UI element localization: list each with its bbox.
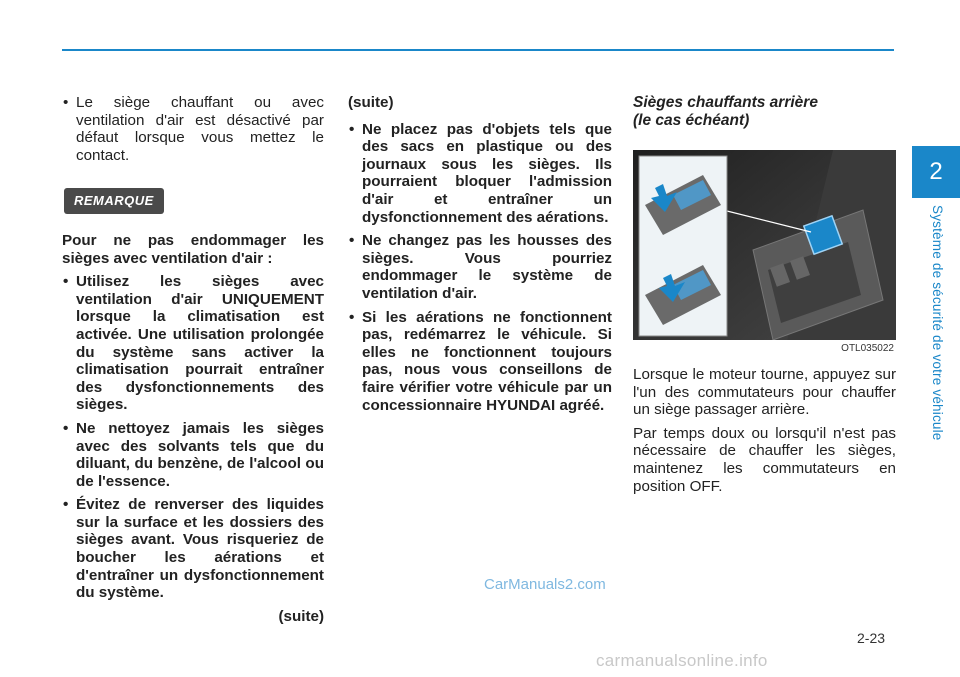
chapter-number: 2 <box>929 158 943 185</box>
remark-badge: REMARQUE <box>64 188 164 214</box>
remark-bullet: • Ne nettoyez jamais les sièges avec des solvants tels que du diluant, du benzène, de l'alcool ou de l'essence. <box>62 420 324 490</box>
chapter-title: Système de sécurité de votre véhicule <box>930 205 945 441</box>
remark-lead: Pour ne pas endommager les sièges avec ventilation d'air : <box>62 231 324 267</box>
heading-line-1: Sièges chauffants arrière <box>633 94 818 111</box>
footer-watermark: carmanualsonline.info <box>596 651 768 670</box>
chapter-number-tab <box>912 146 960 198</box>
column-3 <box>633 94 896 501</box>
heading-line-2: (le cas échéant) <box>633 112 750 129</box>
figure-code: OTL035022 <box>633 340 896 358</box>
intro-bullet: • Le siège chauffant ou avec ventilation d'air est désactivé par défaut lorsque vous mettez le contact. <box>62 94 324 164</box>
rear-seat-heater-figure <box>633 150 896 358</box>
column-1 <box>62 94 324 625</box>
column-2 <box>348 94 612 420</box>
door-panel-illustration <box>633 150 896 358</box>
remark-bullet: • Ne changez pas les housses des sièges. Vous pourriez endommager le système de ventilation d'air. <box>348 232 612 302</box>
continued-header: (suite) <box>348 94 394 111</box>
watermark-link[interactable]: CarManuals2.com <box>484 576 606 593</box>
page-number: 2-23 <box>857 630 886 646</box>
continued-label: (suite) <box>278 607 324 625</box>
instruction-paragraph: Lorsque le moteur tourne, appuyez sur l'un des commutateurs pour chauffer un siège passager arrière. <box>633 366 896 419</box>
instruction-paragraph: Par temps doux ou lorsqu'il n'est pas nécessaire de chauffer les sièges, maintenez les commutateurs en position OFF. <box>633 424 896 495</box>
remark-bullet: • Ne placez pas d'objets tels que des sacs en plastique ou des journaux sous les sièges. Ils pourraient bloquer l'admission d'air et entraîner un dysfonctionnement des aérations. <box>348 121 612 227</box>
header-rule <box>62 49 894 51</box>
section-heading <box>633 94 896 130</box>
remark-bullet: • Si les aérations ne fonctionnent pas, redémarrez le véhicule. Si elles ne fonctionnent toujours pas, nous vous conseillons de faire vérifier votre véhicule par un concessionnaire HYUNDAI agréé. <box>348 309 612 415</box>
remark-bullet: • Utilisez les sièges avec ventilation d'air UNIQUEMENT lorsque la climatisation est activée. Une utilisation prolongée du système sans activer la climatisation pourrait entraîner des dysfonctionnements des sièges. <box>62 273 324 414</box>
remark-bullet: • Évitez de renverser des liquides sur la surface et les dossiers des sièges avant. Vous risqueriez de boucher les aérations et d'entraîner un dysfonctionnement du système. <box>62 496 324 602</box>
